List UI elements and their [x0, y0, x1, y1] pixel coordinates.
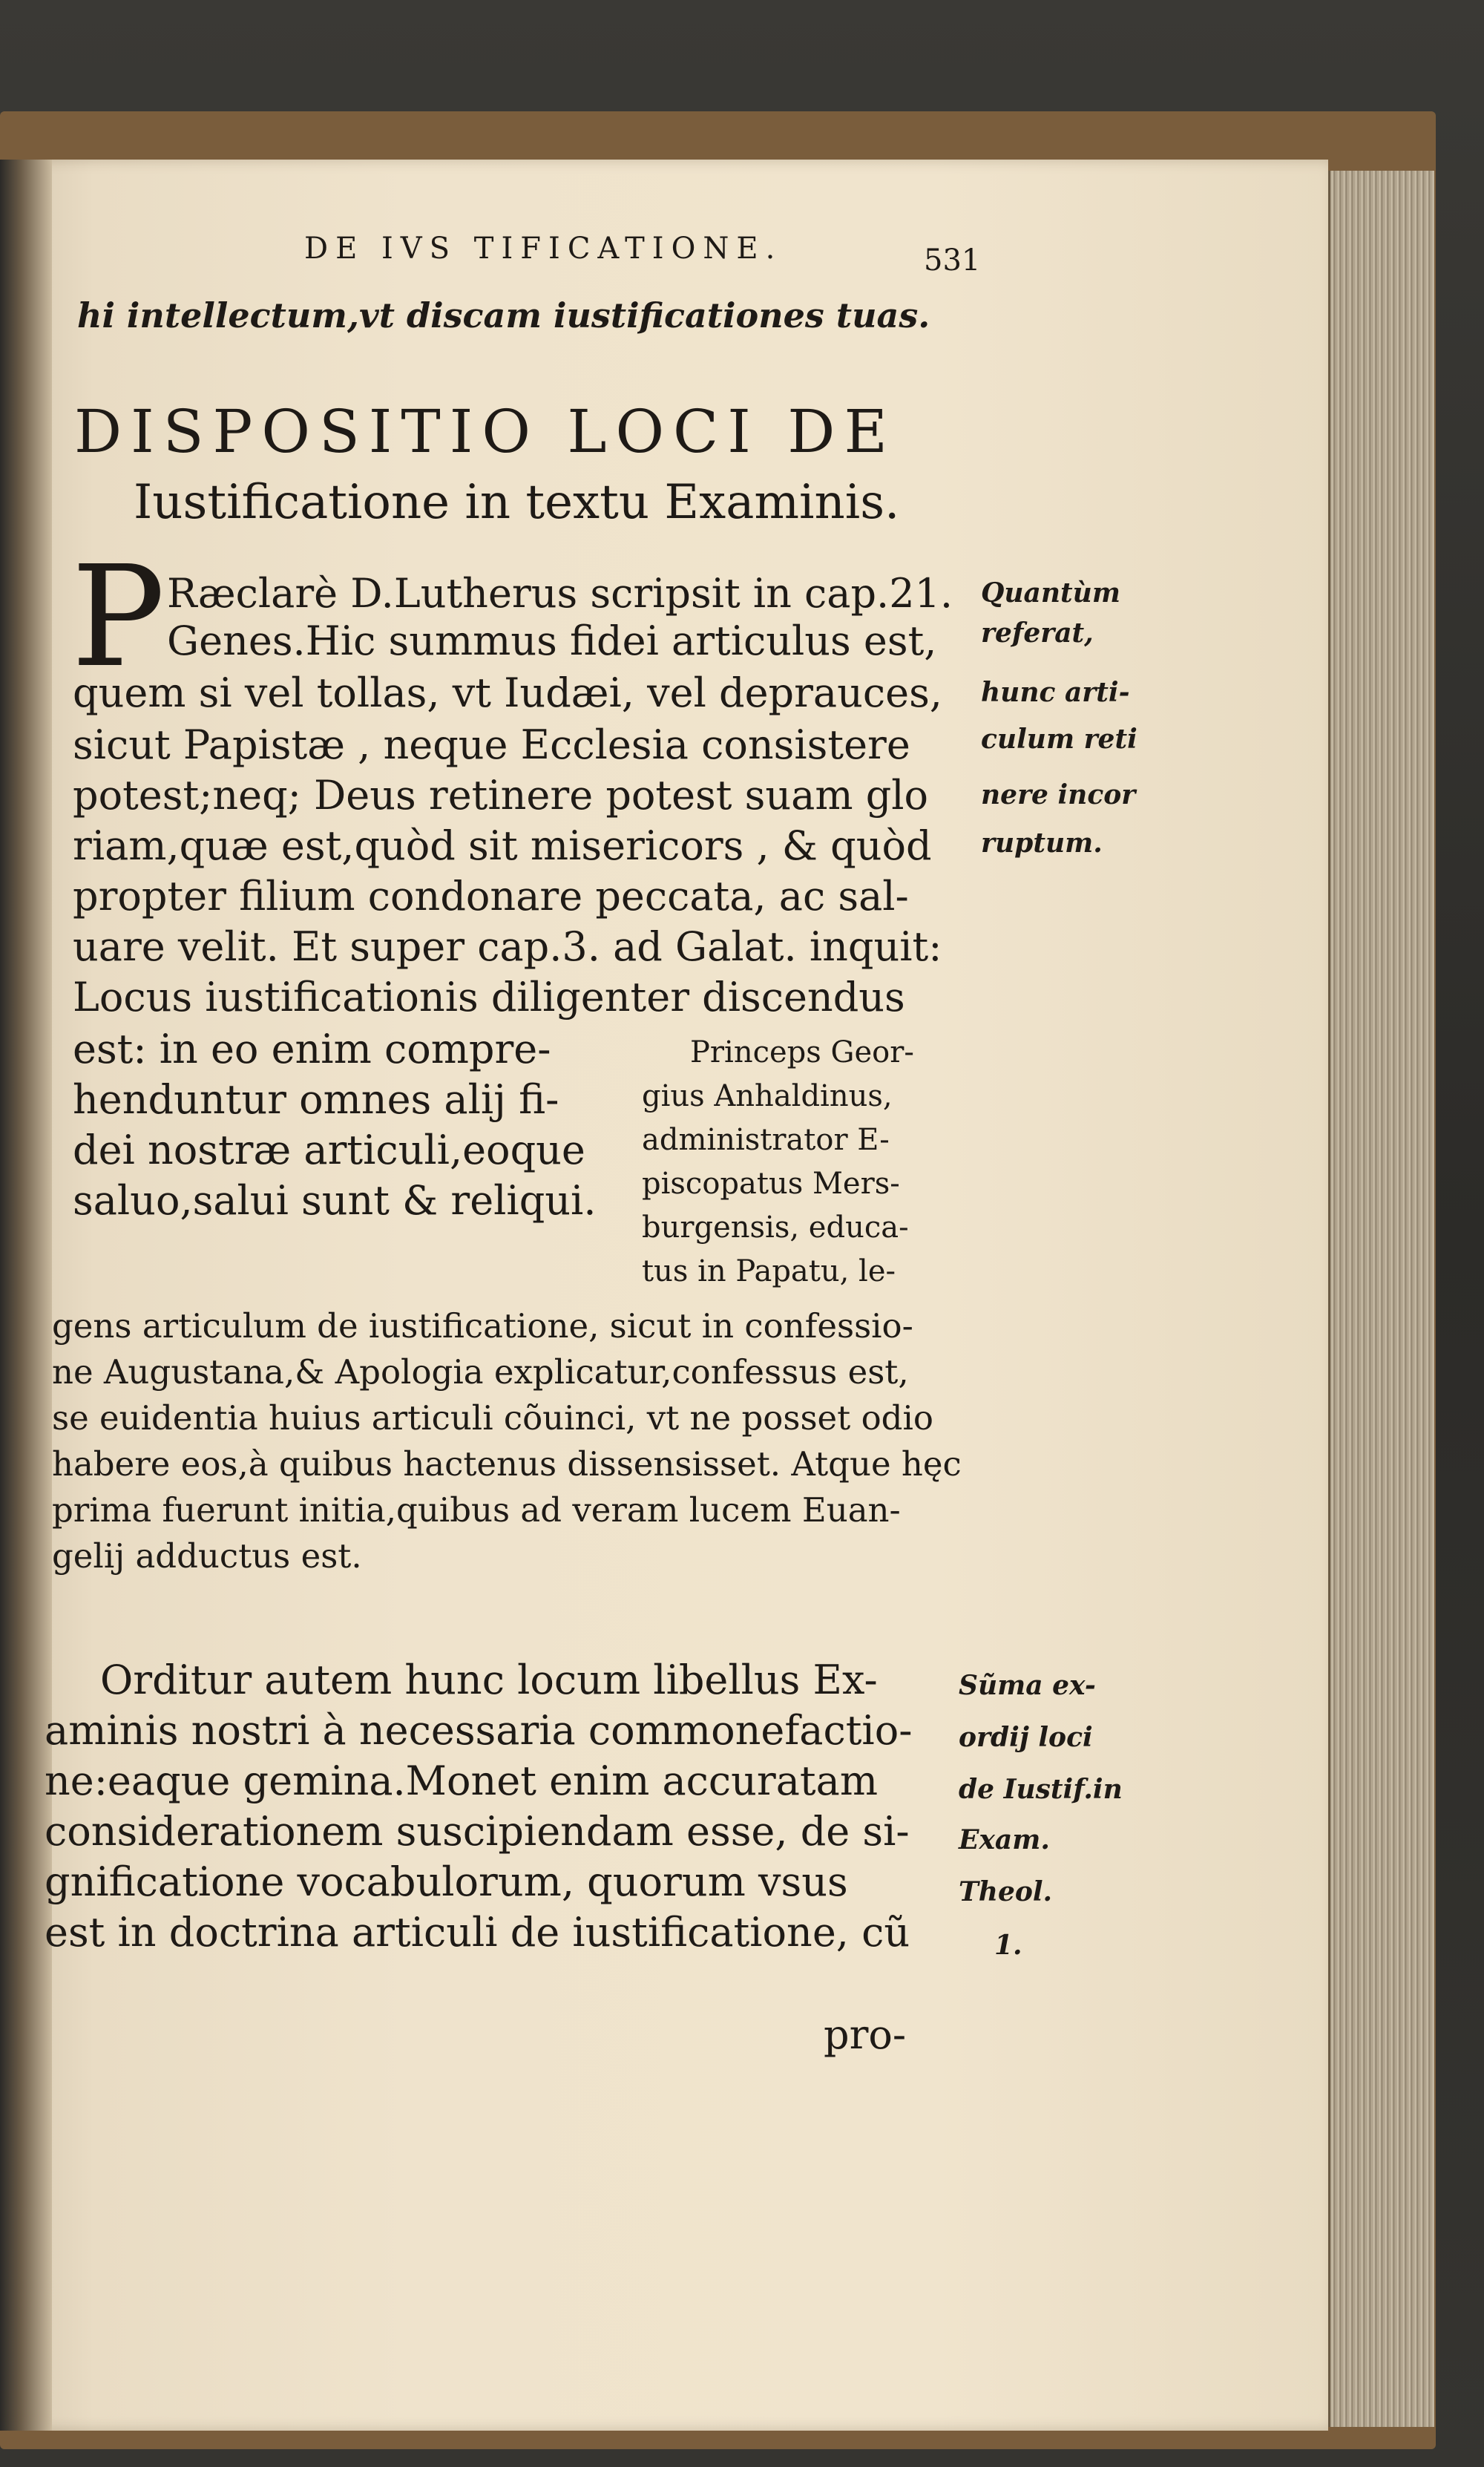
paragraph2-line: aminis nostri à necessaria commonefactio-	[45, 1707, 913, 1754]
side-note-line: burgensis, educa-	[642, 1210, 909, 1245]
small-para-line: ne Augustana,& Apologia explicatur,confessus est,	[52, 1352, 909, 1392]
section-heading-line2: Iustificatione in textu Examinis.	[134, 475, 900, 530]
small-para-line: gelij adductus est.	[52, 1536, 362, 1576]
paragraph2-line: est in doctrina articuli de iustificatione, cũ	[45, 1909, 910, 1956]
margin-note-1-line: culum reti	[981, 724, 1137, 755]
paragraph1-line: riam,quæ est,quòd sit misericors , & quòd	[73, 822, 932, 869]
catchword: pro-	[824, 2011, 907, 2058]
margin-note-1-line: nere incor	[981, 779, 1136, 810]
paragraph1-line: Locus iustificationis diligenter discendus	[73, 974, 905, 1020]
paragraph1-line: est: in eo enim compre-	[73, 1026, 551, 1072]
side-note-line: tus in Papatu, le-	[642, 1254, 896, 1288]
paragraph1-line: potest;neq; Deus retinere potest suam glo	[73, 772, 929, 819]
paragraph2-line: gnificatione vocabulorum, quorum vsus	[45, 1858, 848, 1905]
paragraph1-line: quem si vel tollas, vt Iudæi, vel deprauces,	[73, 669, 942, 716]
margin-note-1-line: referat,	[981, 617, 1094, 649]
paragraph1-line: henduntur omnes alij fi-	[73, 1076, 559, 1123]
paragraph2-line: ne:eaque gemina.Monet enim accuratam	[45, 1757, 879, 1804]
drop-cap: P	[71, 536, 165, 698]
page-number: 531	[924, 243, 981, 278]
paragraph2-line: Orditur autem hunc locum libellus Ex-	[100, 1657, 878, 1703]
continued-line: hi intellectum,vt discam iustificationes tuas.	[77, 295, 930, 335]
paragraph1-line: Ræclarè D.Lutherus scripsit in cap.21.	[167, 570, 953, 617]
margin-note-1-line: Quantùm	[981, 577, 1120, 609]
paragraph2-line: considerationem suscipiendam esse, de si-	[45, 1808, 910, 1855]
small-para-line: gens articulum de iustificatione, sicut in confessio-	[52, 1306, 913, 1346]
side-note-line: piscopatus Mers-	[642, 1167, 900, 1201]
side-note-line: Princeps Geor-	[690, 1035, 914, 1069]
small-para-line: se euidentia huius articuli cõuinci, vt ne posset odio	[52, 1398, 933, 1438]
page-edges	[1328, 171, 1434, 2427]
margin-note-1-line: hunc arti-	[981, 677, 1130, 708]
paragraph1-line: uare velit. Et super cap.3. ad Galat. inquit:	[73, 923, 942, 970]
paragraph1-line: propter filium condonare peccata, ac sal-	[73, 873, 909, 920]
margin-note-2-line: Exam.	[959, 1824, 1050, 1855]
running-head: DE IVS TIFICATIONE.	[304, 232, 783, 266]
margin-note-2-line: Theol.	[959, 1876, 1053, 1907]
section-heading-line1: DISPOSITIO LOCI DE	[74, 397, 896, 466]
page-gutter	[0, 160, 52, 2431]
margin-note-2-line: ordij loci	[959, 1722, 1093, 1753]
margin-note-1-line: ruptum.	[981, 828, 1103, 859]
paragraph1-line: dei nostræ articuli,eoque	[73, 1127, 585, 1173]
small-para-line: habere eos,à quibus hactenus dissensisset. Atque hęc	[52, 1444, 962, 1484]
paragraph1-line: Genes.Hic summus fidei articulus est,	[167, 617, 937, 664]
small-para-line: prima fuerunt initia,quibus ad veram lucem Euan-	[52, 1490, 901, 1530]
margin-note-2-line: Sũma ex-	[959, 1670, 1096, 1701]
paragraph1-line: saluo,salui sunt & reliqui.	[73, 1177, 597, 1224]
paragraph1-line: sicut Papistæ , neque Ecclesia consistere	[73, 721, 910, 768]
side-note-line: administrator E-	[642, 1123, 890, 1157]
side-note-line: gius Anhaldinus,	[642, 1079, 893, 1113]
margin-number: 1.	[994, 1930, 1022, 1961]
margin-note-2-line: de Iustif.in	[959, 1774, 1123, 1805]
